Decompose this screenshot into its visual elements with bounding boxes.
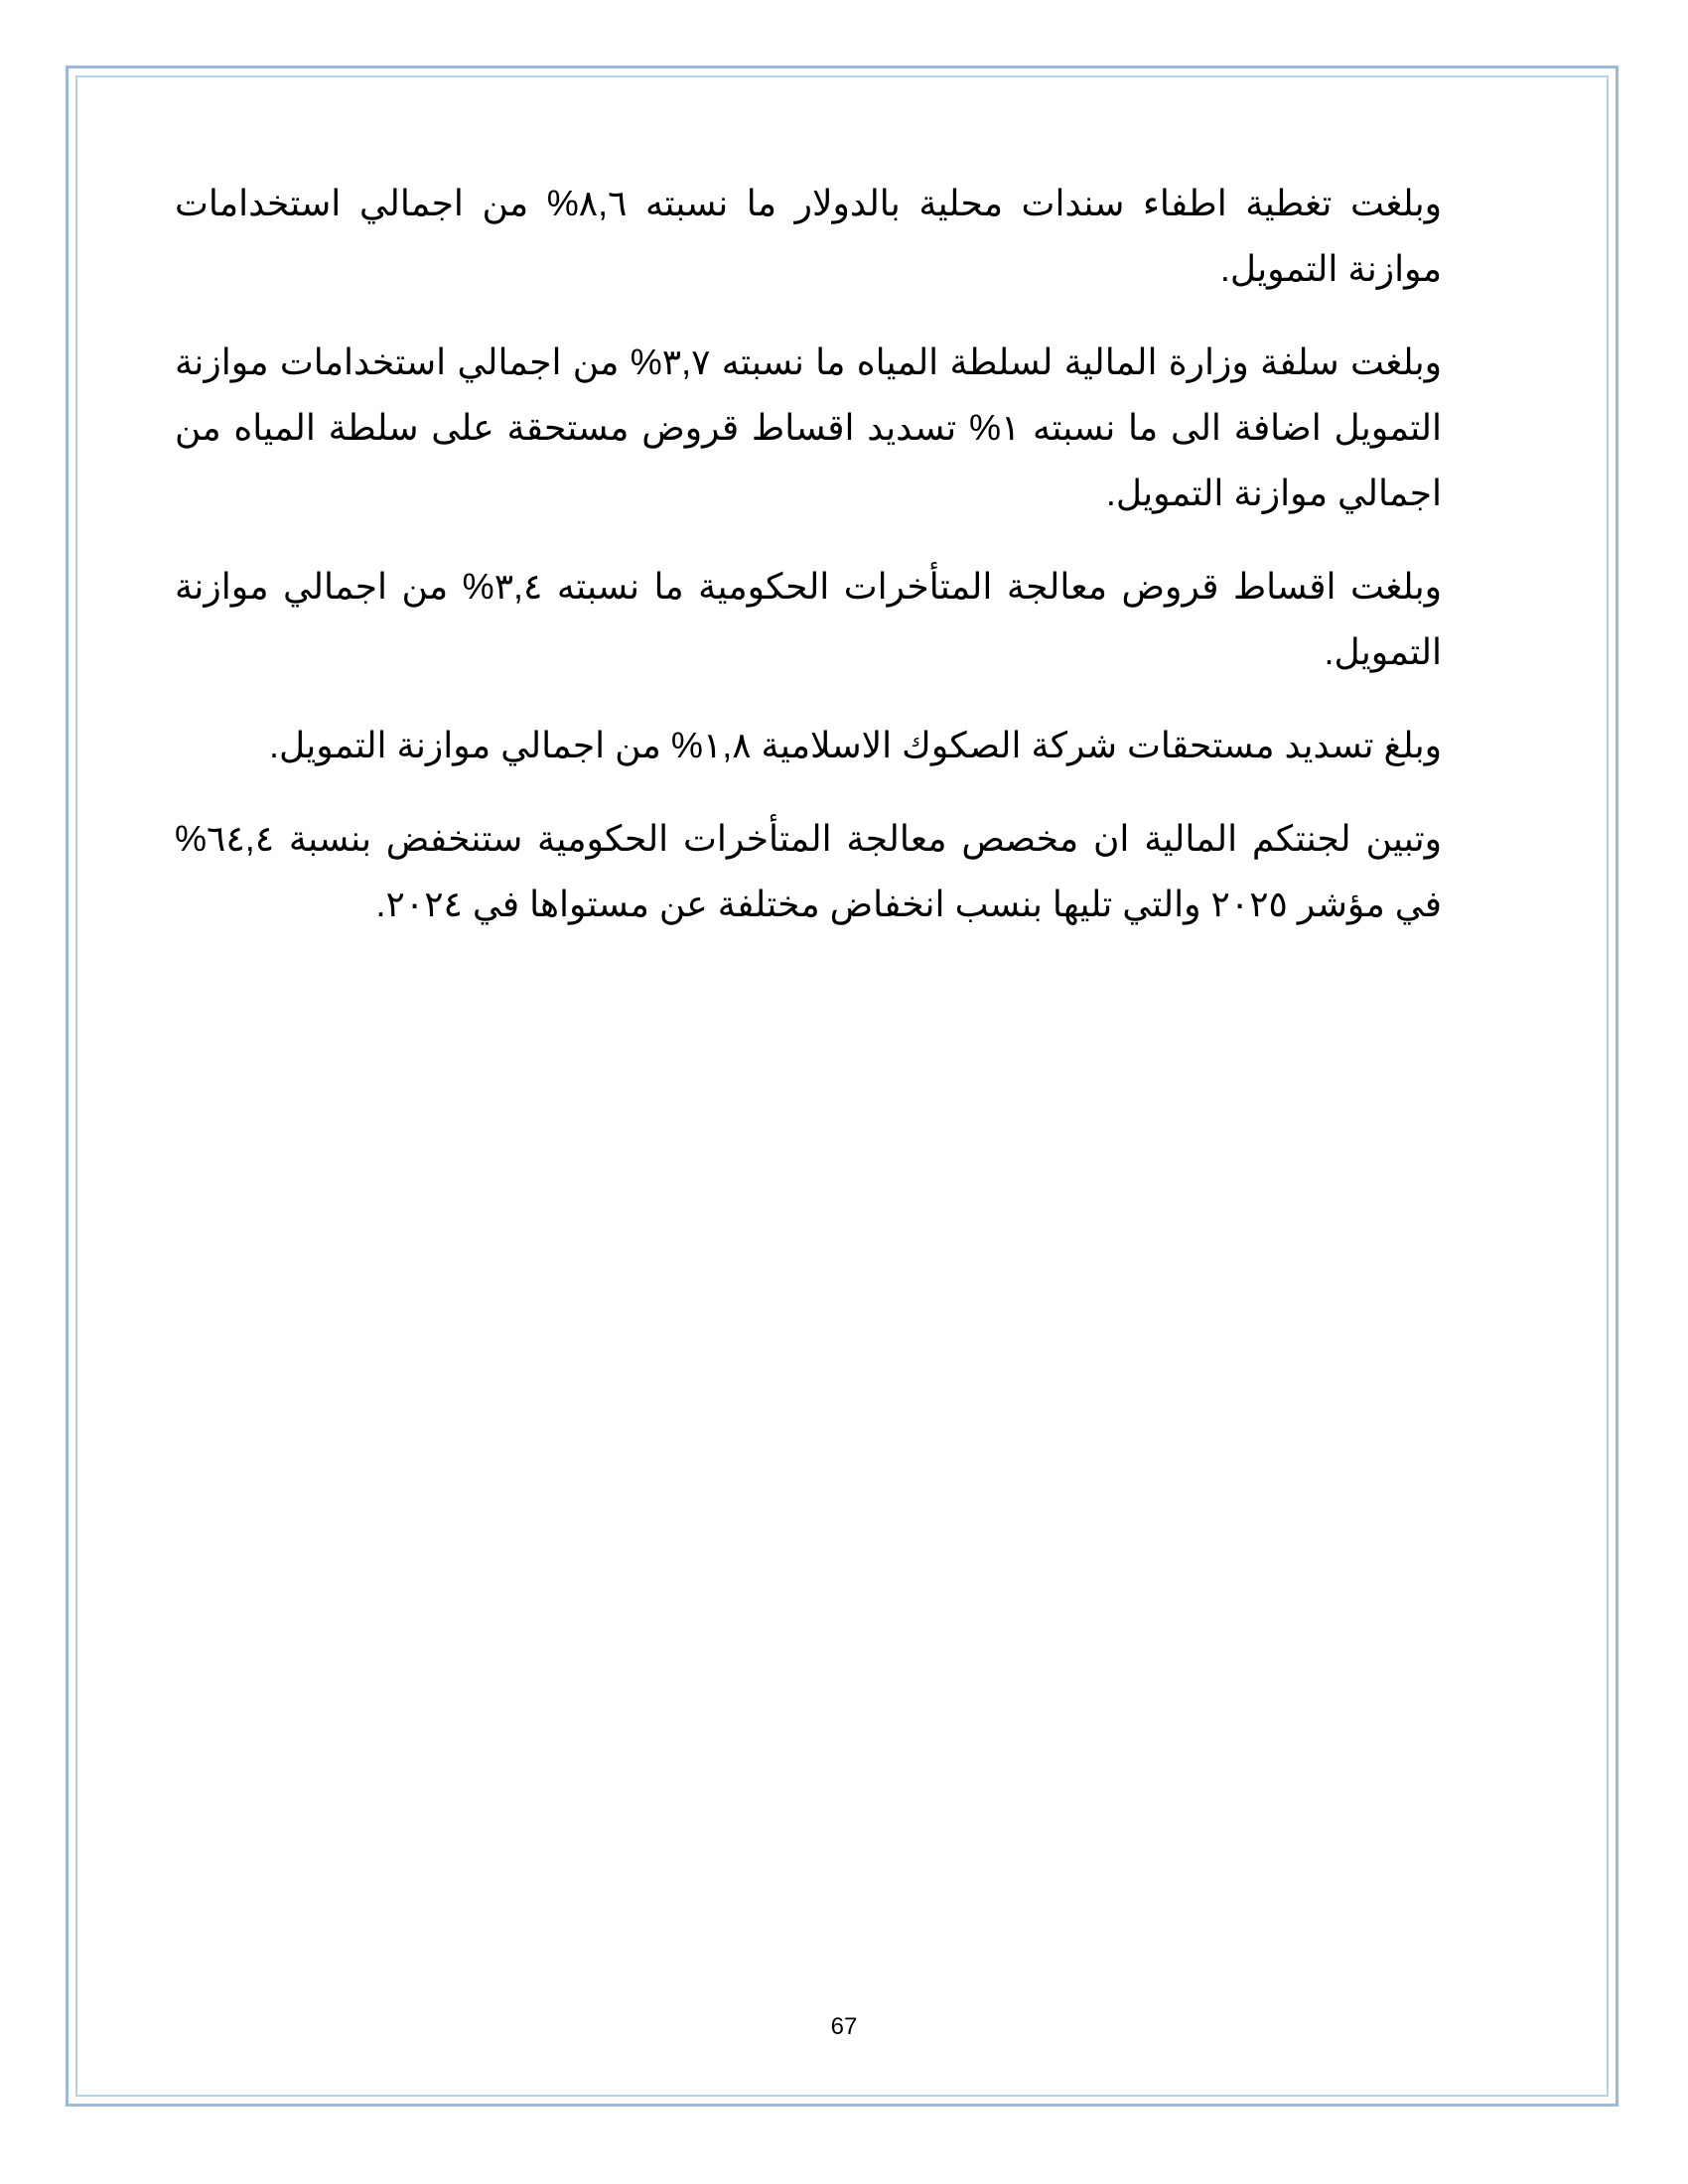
document-body: [175, 171, 1442, 965]
paragraph-committee-finding: وتبين لجنتكم المالية ان مخصص معالجة المتأخرات الحكومية ستنخفض بنسبة ٦٤,٤% في مؤشر ٢٠٢٥ والتي تليها بنسب انخفاض مختلفة عن مستواها في ٢٠٢٤.: [175, 818, 1442, 924]
paragraph-water-authority-advance: وبلغت سلفة وزارة المالية لسلطة المياه ما نسبته ٣,٧% من اجمالي استخدامات موازنة التمويل اضافة الى ما نسبته ١% تسديد اقساط قروض مستحقة على سلطة المياه من اجمالي موازنة التمويل.: [175, 341, 1442, 513]
paragraph-arrears-loan-installments: وبلغت اقساط قروض معالجة المتأخرات الحكومية ما نسبته ٣,٤% من اجمالي موازنة التمويل.: [175, 566, 1442, 672]
paragraph-sukuk-payments: وبلغ تسديد مستحقات شركة الصكوك الاسلامية ١,٨% من اجمالي موازنة التمويل.: [269, 725, 1442, 765]
paragraph-bond-redemption: وبلغت تغطية اطفاء سندات محلية بالدولار ما نسبته ٨,٦% من اجمالي استخدامات موازنة التمويل.: [175, 183, 1443, 289]
page-number: 67: [830, 2013, 858, 2040]
